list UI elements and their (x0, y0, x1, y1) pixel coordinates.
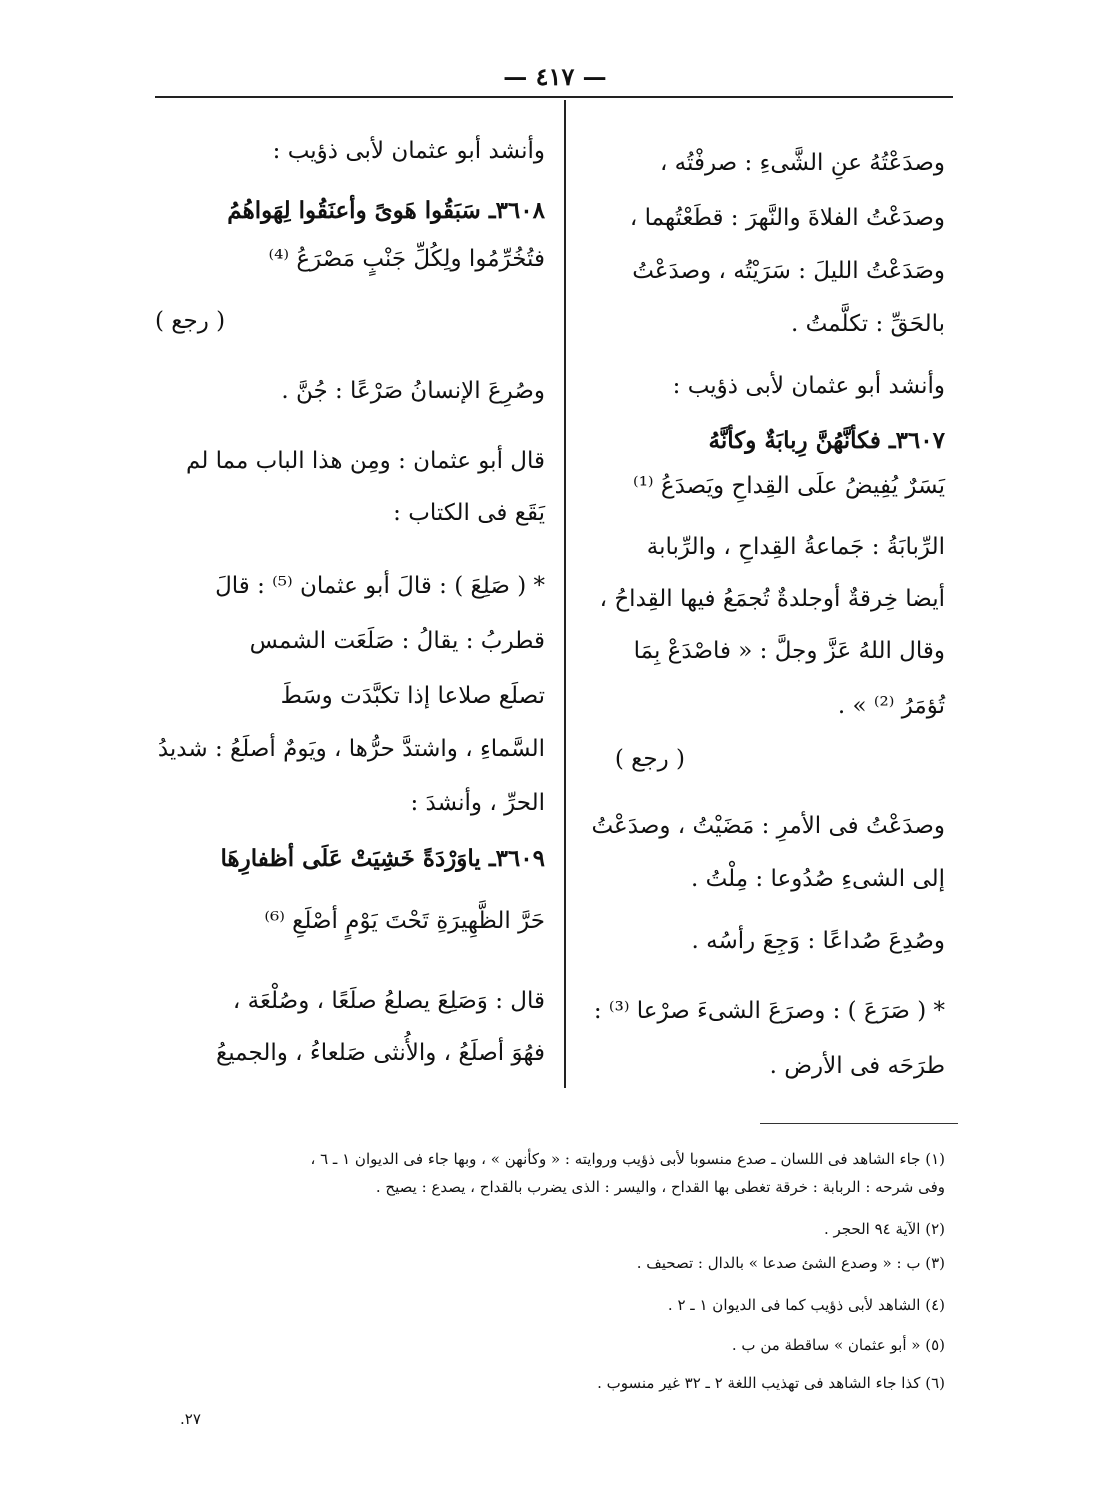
text-line: إلى الشىءِ صُدُوعا : مِلْتُ . (690, 866, 945, 892)
text-line: فهُوَ أصلَعُ ، والأُنثى صَلعاءُ ، والجميعُ (216, 1040, 545, 1066)
text-line: تُؤمَرُ ⁽²⁾ » . (837, 693, 945, 719)
text-line: وصدَعْتُ الفلاةَ والنَّهرَ : قطَعْتُهما ، (629, 205, 945, 231)
text-line: يَقَع فى الكتاب : (393, 500, 545, 526)
text-line: السَّماءِ ، واشتدَّ حرُّها ، ويَومٌ أصلَعُ : شديدُ (157, 736, 545, 762)
section-marker: ( رجع ) (614, 746, 685, 772)
text-line: وصُدِعَ صُداعًا : وَجِعَ رأسُه . (691, 928, 945, 954)
text-line: قال : وَصَلِعَ يصلعُ صلَعًا ، وصُلْعَة ، (232, 988, 545, 1014)
text-line: وصدَعْتُهُ عنِ الشَّىءِ : صرفْتُه ، (659, 150, 945, 176)
verse-line: ٣٦٠٧ـ فكأنَّهُنَّ رِبابَةٌ وكأنَّهُ (708, 427, 945, 454)
text-line: طرَحَه فى الأرض . (769, 1053, 945, 1079)
footnote: (٢) الآية ٩٤ الحجر . (823, 1220, 945, 1238)
text-line: الحرِّ ، وأنشدَ : (410, 790, 545, 816)
column-divider (564, 100, 566, 1088)
footnote: (٥) « أبو عثمان » ساقطة من ب . (731, 1336, 945, 1354)
text-line: وأنشد أبو عثمان لأبى ذؤيب : (672, 373, 945, 399)
verse-line: ٣٦٠٩ـ ياوَرْدَةً خَشِيَتْ عَلَى أظفارِهَا (220, 845, 545, 872)
footnote: (٤) الشاهد لأبى ذؤيب كما فى الديوان ١ ـ ٢ . (667, 1296, 945, 1314)
entry-heading: * ( صَرَعَ ) : وصرَعَ الشىءَ صرْعا ⁽³⁾ : (593, 998, 945, 1024)
text-line: قال أبو عثمان : ومِن هذا الباب مما لم (186, 448, 545, 474)
text-line: بالحَقِّ : تكلَّمتُ . (790, 311, 945, 337)
header-rule (155, 96, 953, 98)
footnote: (٦) كذا جاء الشاهد فى تهذيب اللغة ٢ ـ ٣٢ غير منسوب . (597, 1374, 945, 1392)
section-marker: ( رجع ) (155, 308, 226, 334)
verse-line: يَسَرٌ يُفِيضُ علَى القِداحِ ويَصدَعُ ⁽¹⁾ (633, 473, 945, 499)
verse-line: ٣٦٠٨ـ سَبَقُوا هَوىً وأعنَقُوا لِهَواهُمُ (227, 197, 545, 224)
text-line: الرِّبابَةُ : جَماعةُ القِداحِ ، والرِّبابة (646, 534, 945, 560)
text-line: وأنشد أبو عثمان لأبى ذؤيب : (272, 138, 545, 164)
text-line: أيضا خِرقةٌ أوجلدةٌ تُجمَعُ فيها القِداحُ ، (599, 586, 945, 612)
text-line: وصُرِعَ الإنسانُ صَرْعًا : جُنَّ . (281, 378, 545, 404)
entry-heading: * ( صَلِعَ ) : قالَ أبو عثمان ⁽⁵⁾ : قالَ (215, 573, 545, 599)
signature-mark: ٢٧. (180, 1410, 201, 1428)
page-number: — ٤١٧ — (503, 62, 607, 91)
text-line: وصَدَعْتُ الليلَ : سَرَيْتُه ، وصدَعْتُ (632, 258, 945, 284)
footnote: وفى شرحه : الربابة : خرقة تغطى بها القداح ، واليسر : الذى يضرب بالقداح ، يصدع : يصيح . (375, 1178, 945, 1196)
text-line: وصدَعْتُ فى الأمرِ : مَضَيْتُ ، وصدَعْتُ (591, 813, 945, 839)
text-line: وقال اللهُ عَزَّ وجلَّ : « فاصْدَعْ بِمَا (633, 638, 945, 664)
footnote: (١) جاء الشاهد فى اللسان ـ صدع منسوبا لأبى ذؤيب وروايته : « وكأنهن » ، وبها جاء فى الديوان ١ ـ ٦ ، (310, 1150, 945, 1168)
text-line: تصلَع صلاعا إذا تكبَّدَت وسَطَ (280, 683, 545, 709)
text-line: قطربُ : يقالُ : صَلَعَت الشمس (249, 628, 545, 654)
footnote: (٣) ب : « وصدع الشئ صدعا » بالدال : تصحيف . (636, 1254, 945, 1272)
verse-line: فتُخُرِّمُوا ولِكُلِّ جَنْبٍ مَصْرَعُ ⁽⁴⁾ (268, 246, 545, 272)
footnote-rule (760, 1123, 958, 1124)
verse-line: حَرَّ الظَّهِيرَةِ تَحْتَ يَوْمٍ أصْلَعِ ⁽⁶⁾ (264, 908, 545, 934)
